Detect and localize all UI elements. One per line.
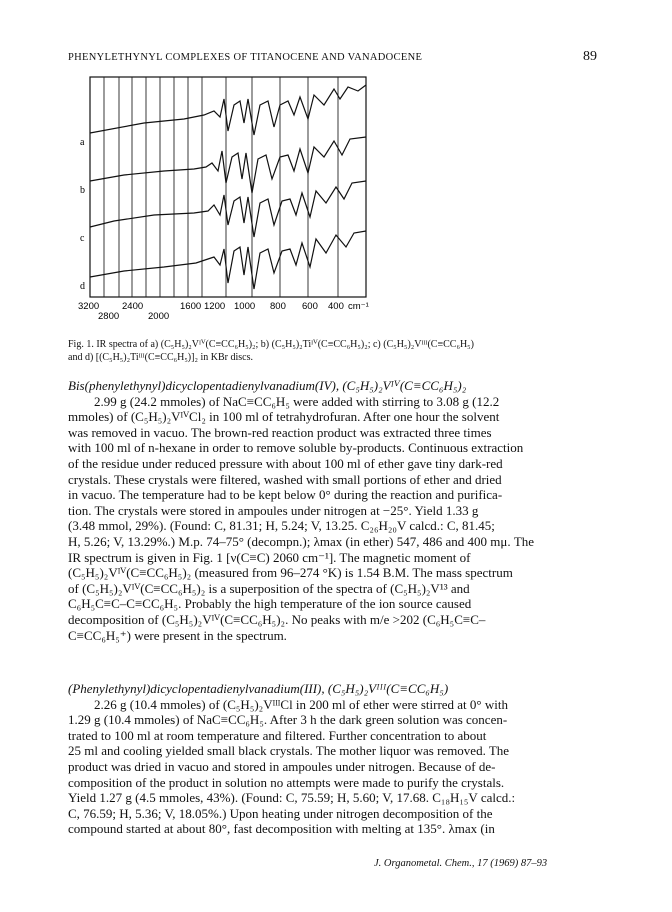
line: Yield 1.27 g (4.5 mmoles, 43%). (Found: C, 75.59; H, 5.60; V, 17.68. C₁₈H₁₅V calcd.: bbox=[68, 790, 516, 806]
trace-label-c: c bbox=[80, 233, 85, 244]
trace-label-d: d bbox=[80, 281, 85, 292]
trace-label-b: b bbox=[80, 185, 85, 196]
line: compound started at about 80°, fast decomposition with melting at 135°. λmax (in bbox=[68, 821, 495, 837]
tick-2800: 2800 bbox=[98, 311, 120, 322]
tick-2000: 2000 bbox=[148, 311, 170, 322]
line: of (C₅H₅)₂Vᴵⱽ(C≡CC₆H₅)₂ is a superposition of the spectra of (C₅H₅)₂V¹³ and bbox=[68, 580, 470, 596]
spectrum-traces bbox=[90, 85, 366, 289]
figure-caption bbox=[68, 338, 588, 364]
line: C, 76.59; H, 5.36; V, 18.05%.) Upon heating under nitrogen decomposition of the bbox=[68, 805, 493, 821]
tick-3200: 3200 bbox=[78, 301, 100, 312]
tick-1600: 1600 bbox=[180, 301, 202, 312]
page-number: 89 bbox=[583, 49, 597, 64]
plot-frame bbox=[90, 77, 366, 297]
ir-spectra-figure bbox=[78, 75, 374, 335]
running-title: PHENYLETHYNYL COMPLEXES OF TITANOCENE AND VANADOCENE bbox=[68, 52, 423, 63]
line: tion. The crystals were stored in ampoules under nitrogen at −25°. Yield 1.33 g bbox=[68, 502, 479, 518]
caption-line-2: and d) [(C₅H₅)₂Tiᴵᴵᴵ(C≡CC₆H₅)]₂ in KBr discs. bbox=[68, 352, 253, 363]
line: crystals. These crystals were filtered, washed with small portions of ether and dried bbox=[68, 471, 502, 487]
line: product was dried in vacuo and stored in ampoules under nitrogen. Because of de- bbox=[68, 758, 496, 774]
line: C₆H₅C≡C–C≡CC₆H₅. Probably the high temperature of the ion source caused bbox=[68, 596, 472, 612]
line: of the residue under reduced pressure with about 100 ml of ether gave tiny dark-red bbox=[68, 455, 503, 471]
line: 2.26 g (10.4 mmoles) of (C₅H₅)₂VᴵᴵᴵCl in 200 ml of ether were stirred at 0° with bbox=[94, 696, 508, 712]
tick-2400: 2400 bbox=[122, 301, 144, 312]
line: (3.48 mmol, 29%). (Found: C, 81.31; H, 5.24; V, 13.25. C₂₆H₂₀V calcd.: C, 81.45; bbox=[68, 518, 495, 534]
section-2 bbox=[68, 681, 602, 837]
line: trated to 100 ml at room temperature and filtered. Further concentration to about bbox=[68, 727, 487, 743]
line: composition of the product in solution no attempts were made to purify the crystals. bbox=[68, 774, 505, 790]
axis-unit: cm⁻¹ bbox=[348, 301, 369, 312]
line: 2.99 g (24.2 mmoles) of NaC≡CC₆H₅ were added with stirring to 3.08 g (12.2 bbox=[94, 393, 500, 409]
section-1-text bbox=[68, 394, 602, 644]
tick-1000: 1000 bbox=[234, 301, 256, 312]
axis-ticks bbox=[78, 301, 369, 322]
trace-c bbox=[90, 181, 366, 237]
section-2-heading: (Phenylethynyl)dicyclopentadienylvanadium(III), (C₅H₅)₂Vᴵᴵᴵ(C≡CC₆H₅) bbox=[68, 681, 449, 696]
line: 25 ml and cooling yielded small black crystals. The mother liquor was removed. The bbox=[68, 743, 510, 759]
ir-spectra-plot bbox=[78, 75, 374, 335]
tick-1200: 1200 bbox=[204, 301, 226, 312]
section-1 bbox=[68, 378, 602, 643]
section-1-heading: Bis(phenylethynyl)dicyclopentadienylvanadium(IV), (C₅H₅)₂Vᴵⱽ(C≡CC₆H₅)₂ bbox=[68, 378, 467, 393]
line: decomposition of (C₅H₅)₂Vᴵⱽ(C≡CC₆H₅)₂. No peaks with m/e >202 (C₆H₅C≡C– bbox=[68, 611, 486, 627]
line: IR spectrum is given in Fig. 1 [ν(C≡C) 2060 cm⁻¹]. The magnetic moment of bbox=[68, 549, 471, 565]
trace-a bbox=[90, 85, 366, 135]
line: H, 5.26; V, 13.29%.) M.p. 74–75° (decompn.); λmax (in ether) 547, 486 and 400 mμ. The bbox=[68, 533, 535, 549]
line: in vacuo. The temperature had to be kept below 0° during the reaction and purifica- bbox=[68, 487, 503, 503]
line: (C₅H₅)₂Vᴵⱽ(C≡CC₆H₅)₂ (measured from 96–274 °K) is 1.54 B.M. The mass spectrum bbox=[68, 565, 513, 581]
line: with 100 ml of n-hexane in order to remove soluble by-products. Continuous extraction bbox=[68, 440, 524, 456]
tick-600: 600 bbox=[302, 301, 318, 312]
line: 1.29 g (10.4 mmoles) of NaC≡CC₆H₅. After 3 h the dark green solution was concen- bbox=[68, 712, 508, 728]
trace-d bbox=[90, 231, 366, 289]
line: C≡CC₆H₅⁺) were present in the spectrum. bbox=[68, 627, 287, 643]
line: mmoles) of (C₅H₅)₂VᴵⱽCl₂ in 100 ml of tetrahydrofuran. After one hour the solvent bbox=[68, 409, 500, 425]
journal-citation: J. Organometal. Chem., 17 (1969) 87–93 bbox=[374, 858, 548, 869]
trace-b bbox=[90, 137, 366, 193]
line: was removed in vacuo. The brown-red reaction product was extracted three times bbox=[68, 424, 492, 440]
section-2-text bbox=[68, 697, 602, 837]
tick-400: 400 bbox=[328, 301, 344, 312]
trace-label-a: a bbox=[80, 137, 85, 148]
caption-line-1: Fig. 1. IR spectra of a) (C₅H₅)₂Vᴵⱽ(C≡CC₆H₅)₂; b) (C₅H₅)₂Tiᴵⱽ(C≡CC₆H₅)₂; c) (C₅H₅)₂Vᴵᴵᴵ(C≡CC₆H₅) bbox=[68, 339, 474, 350]
tick-800: 800 bbox=[270, 301, 286, 312]
